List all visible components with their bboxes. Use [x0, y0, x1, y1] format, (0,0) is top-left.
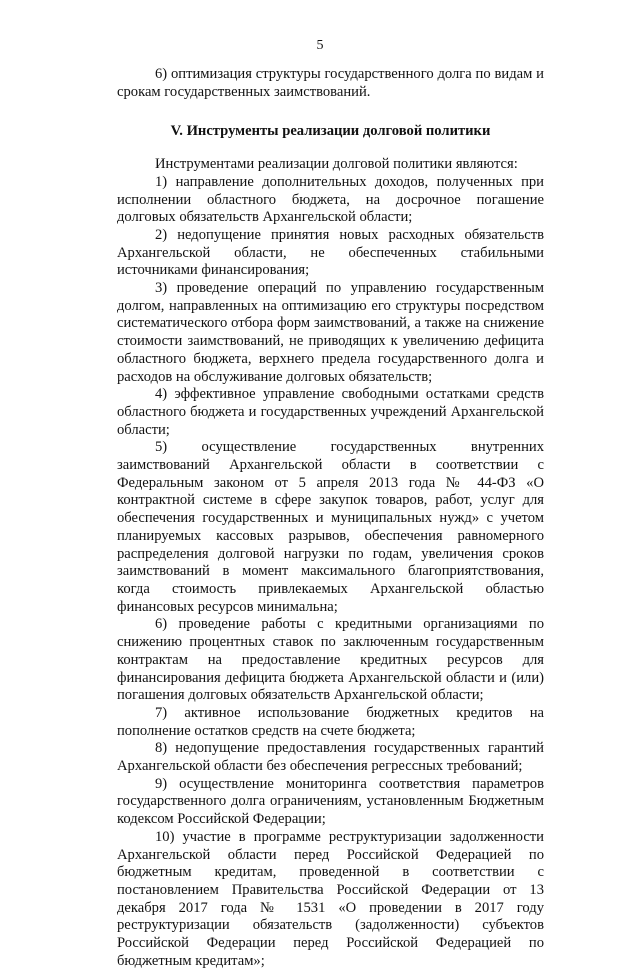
intro-paragraph: Инструментами реализации долговой политики являются: — [155, 156, 518, 173]
list-item: 7) активное использование бюджетных кредитов на пополнение остатков средств на счете бюджета; — [117, 704, 544, 739]
section-heading: V. Инструменты реализации долговой политики — [170, 123, 491, 140]
list-item: 4) эффективное управление свободными остатками средств областного бюджета и государственных учреждений Архангельской области; — [117, 386, 544, 438]
document-body — [117, 66, 544, 970]
list-item: 3) проведение операций по управлению государственным долгом, направленных на оптимизацию его структуры посредством систематического отбора форм заимствований, а также на снижение стоимости заимствований, не приводящих к увеличению дефицита областного бюджета, верхнего предела государственного долга и расходов на обслуживание долговых обязательств; — [117, 280, 544, 385]
top-paragraph: 6) оптимизация структуры государственного долга по видам и срокам государственных заимствований. — [117, 66, 544, 100]
list-item: 2) недопущение принятия новых расходных обязательств Архангельской области, не обеспеченных стабильными источниками финансирования; — [117, 226, 544, 279]
list-item: 1) направление дополнительных доходов, полученных при исполнении областного бюджета, на досрочное погашение долговых обязательств Архангельской области; — [117, 173, 544, 226]
list-item: 5) осуществление государственных внутренних заимствований Архангельской области в соответствии с Федеральным законом от 5 апреля 2013 года № 44-ФЗ «О контрактной системе в сфере закупок товаров, работ, услуг для обеспечения государственных и муниципальных нужд» с учетом планируемых кассовых разрывов, обеспечения равномерного распределения долговой нагрузки по годам, увеличения сроков заимствований в момент максимального благоприятствования, когда стоимость привлекаемых Архангельской областью финансовых ресурсов минимальна; — [117, 439, 544, 615]
list-item: 9) осуществление мониторинга соответствия параметров государственного долга ограничениям, установленным Бюджетным кодексом Российской Федерации; — [117, 775, 544, 828]
list-item: 6) проведение работы с кредитными организациями по снижению процентных ставок по заключенным государственным контрактам на предоставление кредитных ресурсов для финансирования дефицита бюджета Архангельской области и (или) погашения долговых обязательств Архангельской области; — [117, 616, 544, 704]
page-number: 5 — [316, 38, 324, 53]
list-item: 10) участие в программе реструктуризации задолженности Архангельской области перед Российской Федерацией по бюджетным кредитам, проведенной в соответствии с постановлением Правительства Российской Федерации от 13 декабря 2017 года № 1531 «О проведении в 2017 году реструктуризации обязательств (задолженности) субъектов Российской Федерации перед Российской Федерацией по бюджетным кредитам»; — [117, 828, 544, 969]
list-item: 8) недопущение предоставления государственных гарантий Архангельской области без обеспечения регрессных требований; — [117, 740, 544, 775]
